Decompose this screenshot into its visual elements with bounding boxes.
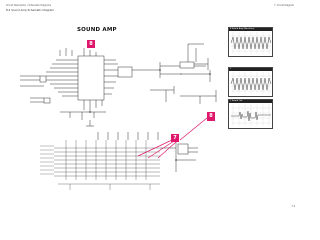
section-title: 8-2 Sound Amp Schematic Diagram [6, 8, 55, 12]
waveform-trace-1 [229, 28, 272, 56]
waveform-label-2: 7 [230, 68, 232, 70]
main-amplifier-ic [78, 56, 104, 100]
output-transistor-block [180, 62, 194, 68]
left-input-ic [40, 76, 46, 82]
callout-badge-7: 7 [171, 134, 179, 142]
waveform-label-1: 8 Sound Amp Waveform [230, 28, 255, 30]
waveform-trace-3 [229, 100, 272, 128]
header-left-text: Circuit Description / Schematic Diagrams [6, 4, 52, 7]
waveform-panel-1 [228, 27, 273, 57]
waveform-panel-2 [228, 67, 273, 97]
secondary-ic [118, 67, 132, 77]
callout-badge-8-top: 8 [87, 40, 95, 48]
callout-badge-8-right: 8 [207, 112, 215, 121]
left-lower-ic [44, 98, 50, 103]
diagram-title: SOUND AMP [77, 27, 117, 33]
waveform-trace-2 [229, 68, 272, 96]
header-right-text: 7. Circuit Diagram [274, 4, 294, 7]
waveform-panel-3 [228, 99, 273, 129]
lower-right-ic [178, 144, 188, 154]
page-number: 7-9 [291, 205, 295, 208]
waveform-label-3: 7 Sound Out [230, 100, 243, 102]
